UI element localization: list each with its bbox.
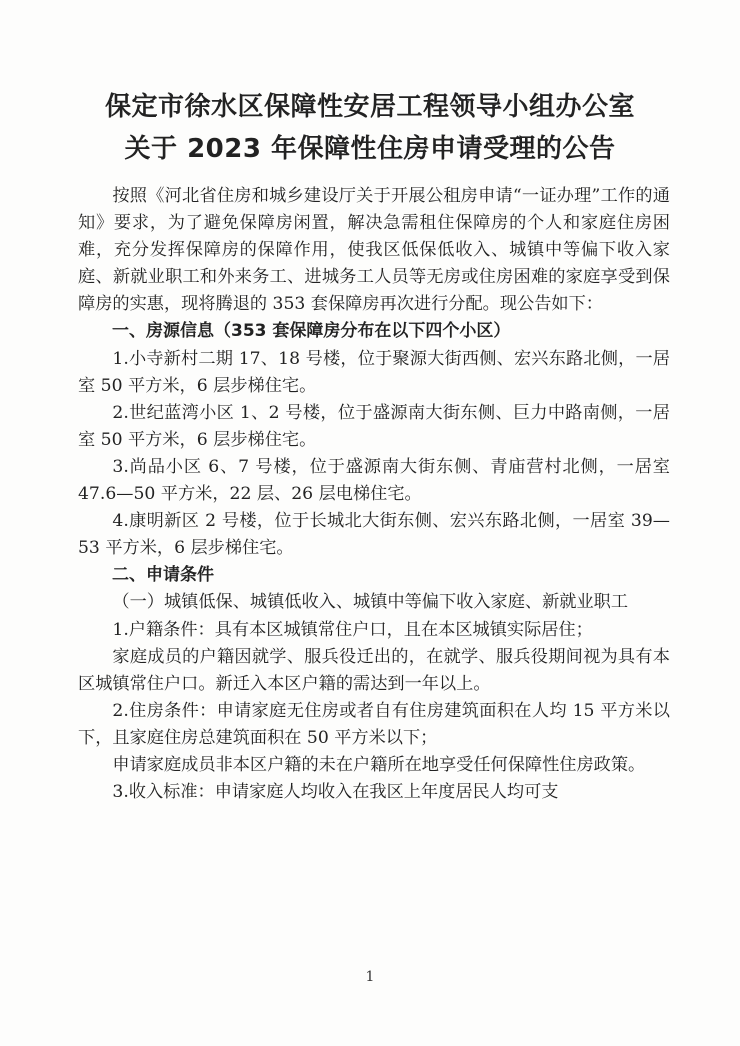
condition-income: 3.收入标准：申请家庭人均收入在我区上年度居民人均可支 [112, 782, 559, 803]
notice-title-line-2: 关于 2023 年保障性住房申请受理的公告 [124, 134, 616, 164]
condition-household-registration: 1.户籍条件：具有本区城镇常住户口，且在本区城镇实际居住； [112, 619, 593, 640]
condition-registration-note: 家庭成员的户籍因就学、服兵役迁出的，在就学、服兵役期间视为具有本区城镇常住户口。新迁入本区户籍的需达到一年以上。 [78, 646, 670, 694]
section-heading-conditions: 二、申请条件 [112, 565, 214, 586]
housing-item-2: 2.世纪蓝湾小区 1、2 号楼，位于盛源南大街东侧、巨力中路南侧，一居室 50 平方米，6 层步梯住宅。 [78, 402, 670, 450]
condition-housing: 2.住房条件：申请家庭无住房或者自有住房建筑面积在人均 15 平方米以下，且家庭住房总建筑面积在 50 平方米以下； [78, 700, 670, 748]
housing-item-1: 1.小寺新村二期 17、18 号楼，位于聚源大街西侧、宏兴东路北侧，一居室 50 平方米，6 层步梯住宅。 [78, 348, 670, 396]
page-number: 1 [365, 969, 375, 985]
intro-paragraph: 按照《河北省住房和城乡建设厅关于开展公租房申请“一证办理”工作的通知》要求，为了避免保障房闲置，解决急需租住保障房的个人和家庭住房困难，充分发挥保障房的保障作用，使我区低保低收入、城镇中等偏下收入家庭、新就业职工和外来务工、进城务工人员等无房或住房困难的家庭享受到保障房的实惠，现将腾退的 353 套保障房再次进行分配。现公告如下： [78, 186, 670, 315]
condition-housing-note: 申请家庭成员非本区户籍的未在户籍所在地享受任何保障性住房政策。 [112, 754, 646, 775]
subsection-heading-1: （一）城镇低保、城镇低收入、城镇中等偏下收入家庭、新就业职工 [112, 592, 629, 613]
notice-body [78, 183, 670, 806]
housing-item-3: 3.尚品小区 6、7 号楼，位于盛源南大街东侧、青庙营村北侧，一居室 47.6—50 平方米，22 层、26 层电梯住宅。 [78, 456, 670, 505]
notice-title-line-1: 保定市徐水区保障性安居工程领导小组办公室 [104, 92, 635, 122]
section-heading-housing-info: 一、房源信息（353 套保障房分布在以下四个小区） [112, 321, 511, 342]
housing-item-4: 4.康明新区 2 号楼，位于长城北大街东侧、宏兴东路北侧，一居室 39—53 平方米，6 层步梯住宅。 [78, 511, 670, 559]
